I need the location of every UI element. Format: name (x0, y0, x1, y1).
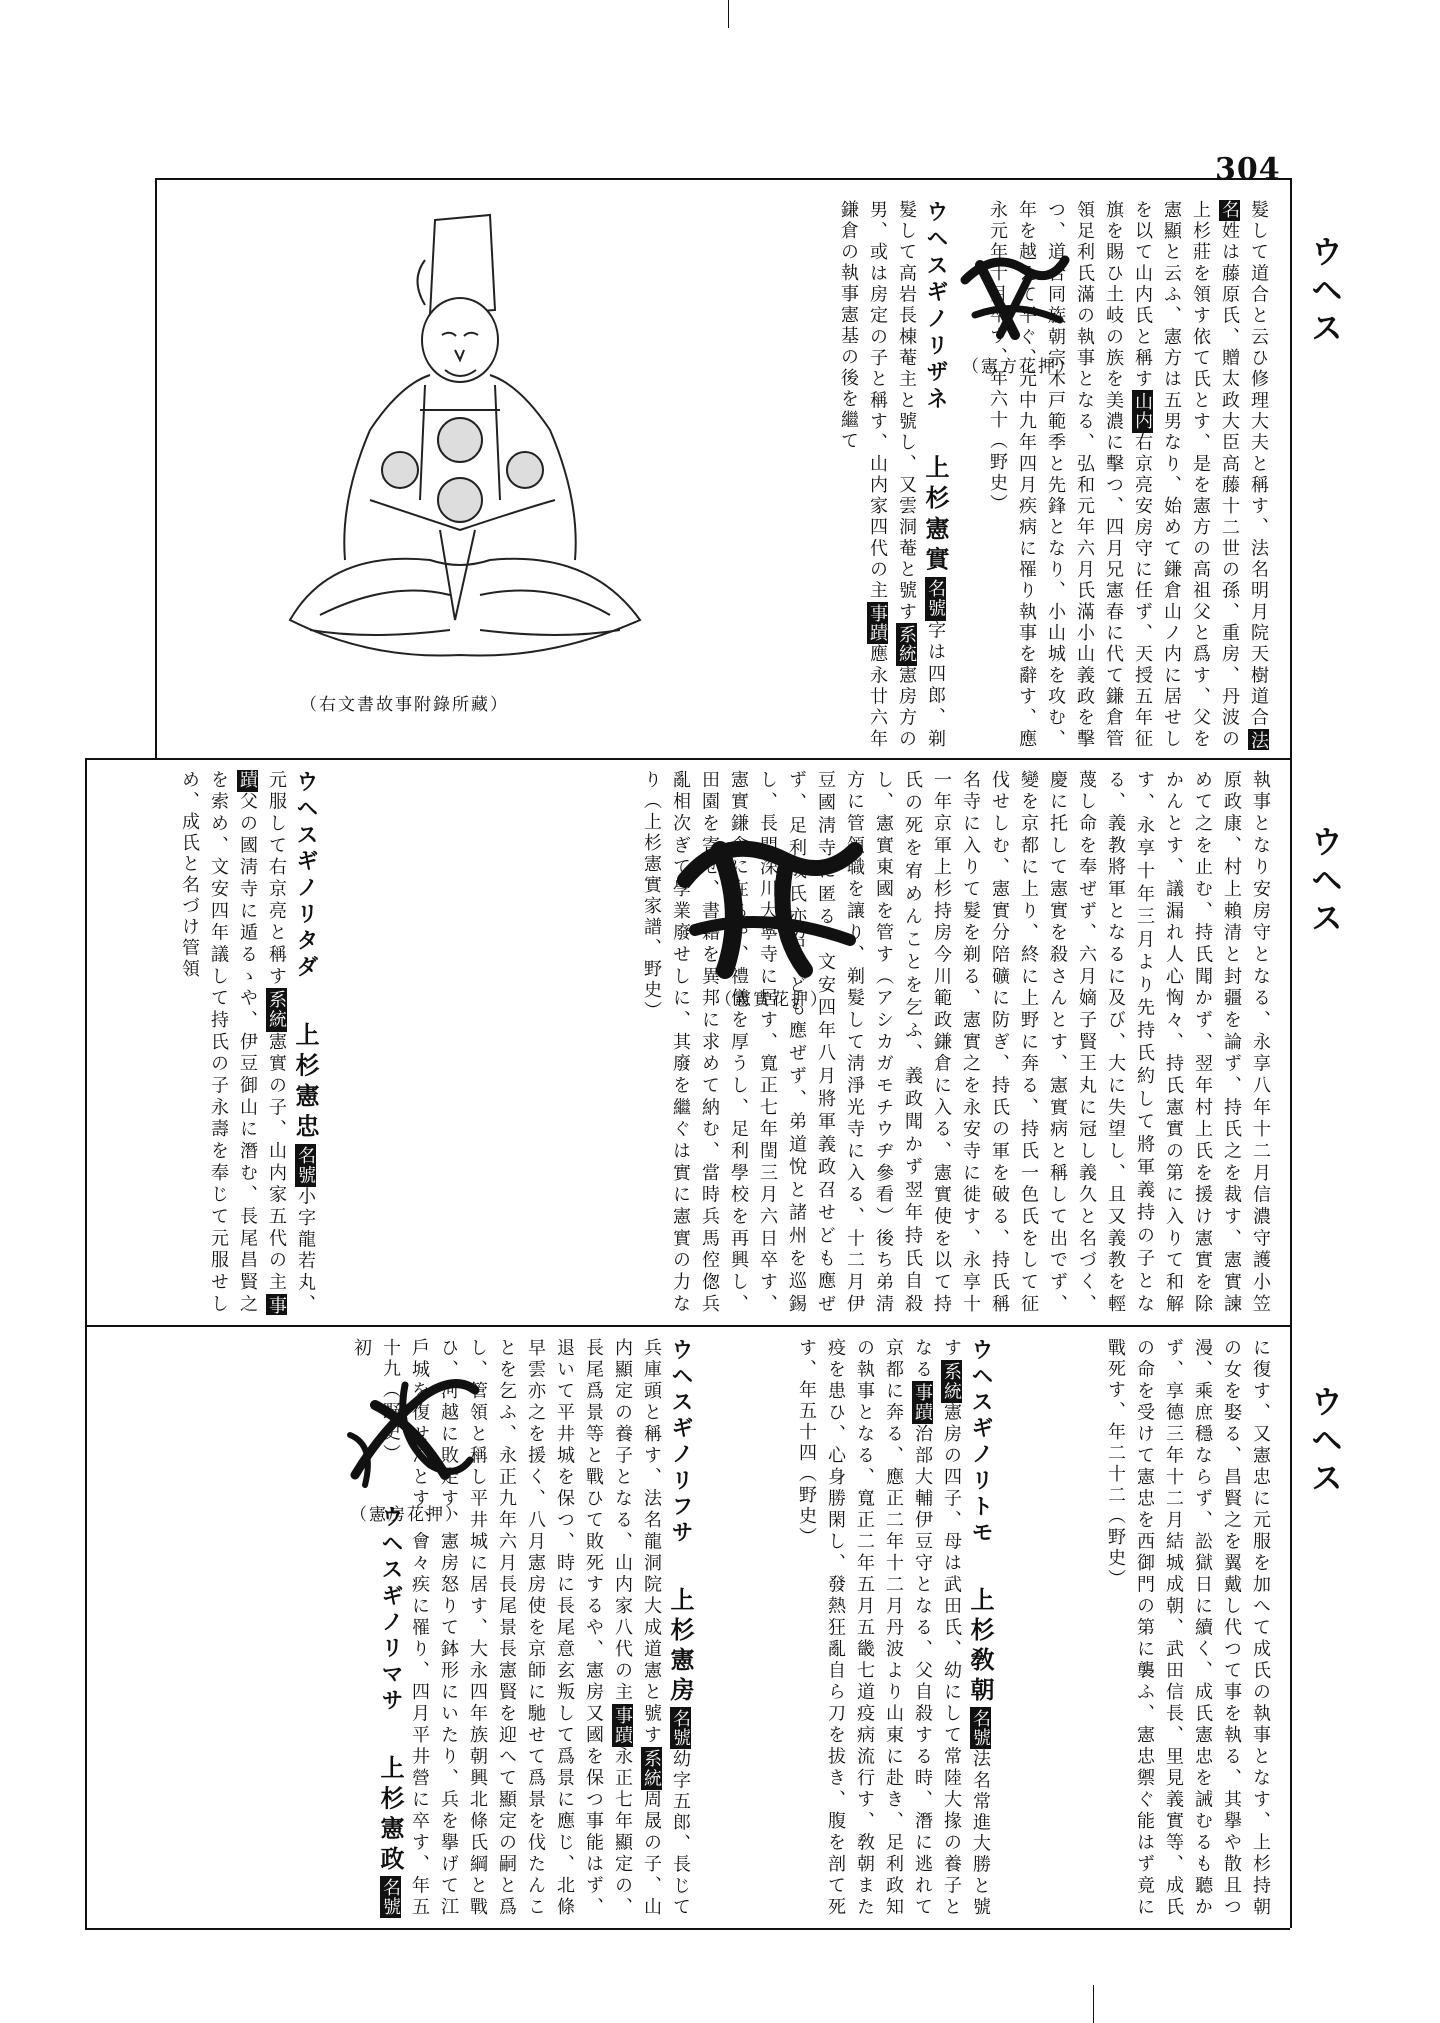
kao-norifusa-caption: （憲房花押） (350, 1505, 464, 1525)
left-frame-rule-upper (155, 178, 157, 758)
norikata-text: 髮して道合と云ひ修理大夫と稱す、法名明月院天樹道合法名姓は藤原氏、贈太政大臣高藤十二世の孫、重房、丹波の上杉莊を領す依て氏とす、是を憲方の高祖父と爲す、父を憲顯と云ふ、憲方は五男なり、始めて鎌倉山ノ内に居せしを以て山内氏と稱す山内右京亮安房守に任ず、天授五年征旗を賜ひ土岐の族を美濃に擊つ、四月兄憲春に代て鎌倉管領足利氏滿の執事となる、弘和元年六月氏滿小山義政を擊つ、道合同族朝宗木戸範季と先鋒となり、小山城を攻む、年を越えて平ぐ、元中九年四月疾病に罹り執事を辭す、應永元年十月卒す、年六十（野史） (987, 200, 1269, 750)
kao-norikata-seal (955, 240, 1075, 350)
badge-meigou-f: 名號 (970, 1709, 991, 1748)
kanji-norizane: 上杉憲實 (921, 453, 950, 578)
badge-meigou-h: 名號 (380, 1877, 401, 1917)
bottom-frame-rule (85, 1928, 1290, 1930)
kanji-noritada: 上杉憲忠 (291, 1021, 320, 1144)
entry-uhesugi-noritada: ウヘスギノリタダ (293, 770, 318, 982)
badge-keitou-f: 系統 (941, 1361, 962, 1401)
norifusa-text: ウヘスギノリフサ上杉憲房名號幼字五郎、長じて兵庫頭と稱す、法名龍洞院大成道憲と號す系統周晟の子、山内顯定の養子となる、山内家八代の主事蹟永正七年顯定の、長尾爲景等と戰ひて敗死するや、憲房又國を保つ事能はず、退いて平井城を保つ、時に長尾意玄叛して爲景に應じ、北條早雲亦之を援く、八月憲房使を京師に馳せて爲景を伐たんことを乞ふ、永正九年六月長尾景長憲賢を迎へて顯定の嗣と爲し、管領と稱し平井城に居す、大永四年族朝興北條氏綱と戰ひ、河越に敗走す、憲房怒りて鉢形にいたり、兵を擧げて江戶城を復せんとす、會々疾に罹り、四月平井營に卒す、年五十九（野史）ウヘスギノリマサ上杉憲政名號初 (351, 1338, 695, 1918)
page-number: 304 (1215, 152, 1281, 187)
norizane-body-text: 執事となり安房守となる、永享八年十二月信濃守護小笠原政康、村上賴清と封疆を論ず、持氏之を裁す、憲實諫めて之を止む、持氏聞かず、翌年村上氏を援け憲實を除かんとす、議漏れ人心恟々、持氏憲實の第に入りて和解す、永享十年三月より先持氏約して將軍義持の子となる、義教將軍となるに及び、大に失望し、且又義教を輕蔑し命を奉ぜず、六月嫡子賢王丸に冠し義久と名づく、慶に托して憲實を殺さんとす、憲實病と稱して出でず、變を京都に上り、終に上野に奔る、持氏一色氏をして征伐せしむ、憲實分陪礦に防ぎ、持氏の軍を破る、持氏稱名寺に入りて髮を剃る、憲實之を永安寺に徙す、永享十一年京軍上杉持房今川範政鎌倉に入る、憲實使を以て持氏の死を宥めんことを乞ふ、義政聞かず翌年持氏自殺し、憲實東國を管す（アシカガモチウヂ參看）後ち弟淸方に管領職を讓り、剃髮して淸淨光寺に入る、十二月伊豆國淸寺に匿る、文安四年八月將軍義政召せども應ぜず、足利成氏亦召せども應ぜず、弟道悅と諸州を巡錫し、長門深川大寧寺に居す、寬正七年閏三月六日卒す、憲實鎌倉に在るや、禮儀を厚うし、足利學校を再興し、田園を寄せ、書籍を異邦に求めて納む、當時兵馬倥偬兵亂相次ぎて學業廢せしに、其廢を繼ぐは實に憲實の力なり（上杉憲實家譜、野史） (641, 770, 1271, 1315)
badge-keitou-g: 系統 (641, 1748, 662, 1788)
section-heading-2: ウヘス (1306, 825, 1344, 939)
entry-uhesugi-norimasa: ウヘスギノリマサ (378, 1505, 403, 1715)
right-frame-rule (1290, 178, 1292, 1928)
entry-uhesugi-norifusa: ウヘスギノリフサ (668, 1338, 693, 1547)
kanji-noritomo: 上杉敎朝 (966, 1586, 995, 1708)
badge-keitou-b: 系統 (896, 625, 917, 664)
badge-keitou-d: 系統 (266, 990, 287, 1031)
badge-yamanouchi: 山内 (1132, 392, 1153, 431)
noritada-text: ウヘスギノリタダ上杉憲忠名號小字龍若丸、元服して右京亮と稱す系統憲實の子、山内家五代の主事蹟父の國淸寺に遁るゝや、伊豆御山に潛む、長尾昌賢之を索め、文安四年議して持氏の子永壽を奉じて元服せしめ、成氏と名づけ管領 (179, 770, 320, 1315)
section-heading-3: ウヘス (1306, 1385, 1344, 1499)
row-divider-1 (85, 758, 1290, 760)
badge-meigou-g: 名號 (670, 1709, 691, 1748)
badge-houmyou: 法名 (1219, 200, 1269, 750)
kanji-norimasa: 上杉憲政 (376, 1754, 405, 1876)
norizane-head-text: ウヘスギノリザネ上杉憲實名號字は四郎、剃髮して高岩長棟菴主と號し、又雲洞菴と號す系統憲房方の男、或は房定の子と稱す、山内家四代の主事蹟應永廿六年鎌倉の執事憲基の後を繼て (838, 200, 950, 750)
badge-meigou-d: 名號 (295, 1145, 316, 1185)
crop-mark-bottom (1093, 1985, 1094, 2023)
badge-jiseki-f: 事蹟 (912, 1383, 933, 1422)
badge-jiseki-d: 事蹟 (237, 770, 287, 1315)
entry-uhesugi-norizane: ウヘスギノリザネ (923, 200, 948, 414)
badge-meigou-b: 名號 (925, 579, 946, 619)
kao-norizane-seal (665, 820, 865, 980)
crop-mark-top (728, 0, 729, 28)
top-frame-rule (155, 178, 1290, 180)
kao-norifusa-seal (335, 1365, 485, 1495)
badge-jiseki-g: 事蹟 (612, 1705, 633, 1745)
kao-norikata-caption: （憲方花押） (962, 357, 1076, 377)
badge-jiseki-b: 事蹟 (867, 604, 888, 643)
noritada-cont-text: に復す、又憲忠に元服を加へて成氏の執事となす、上杉持朝の女を娶る、昌賢之を翼戴し代つて事を執る、其擧や散且つ漫、乘庶穩ならず、訟獄日に續く、成氏憲忠を誡むるも聽かず、享德三年十二月結城成朝、武田信長、里見義實等、成氏の命を受けて憲忠を西御門の第に襲ふ、憲忠禦ぐ能はず竟に戰死す、年二十二（野史） (1105, 1338, 1271, 1918)
portrait-caption: （右文書故事附錄所藏） (300, 695, 509, 715)
kanji-norifusa: 上杉憲房 (666, 1586, 695, 1708)
section-heading-1: ウヘス (1306, 235, 1344, 349)
row-divider-2 (85, 1325, 1290, 1327)
left-frame-rule-lower (85, 758, 87, 1928)
noritomo-text: ウヘスギノリトモ上杉敎朝名號法名常進大勝と號す系統憲房の四子、母は武田氏、幼にして常陸大掾の養子となる事蹟治部大輔伊豆守となる、父自殺する時、潛に逃れて京都に奔る、應正二年十二月丹波より山東に赴き、足利政知の執事となる、寬正二年五月五畿七道疫病流行す、敎朝また疫を患ひ、心身勝閑し、發熱狂亂自ら刀を拔き、腹を剖て死す、年五十四（野史） (796, 1338, 995, 1918)
kao-norizane-caption: （憲實花押） (715, 990, 829, 1010)
portrait-illustration (250, 200, 680, 680)
entry-uhesugi-noritomo: ウヘスギノリトモ (968, 1338, 993, 1547)
